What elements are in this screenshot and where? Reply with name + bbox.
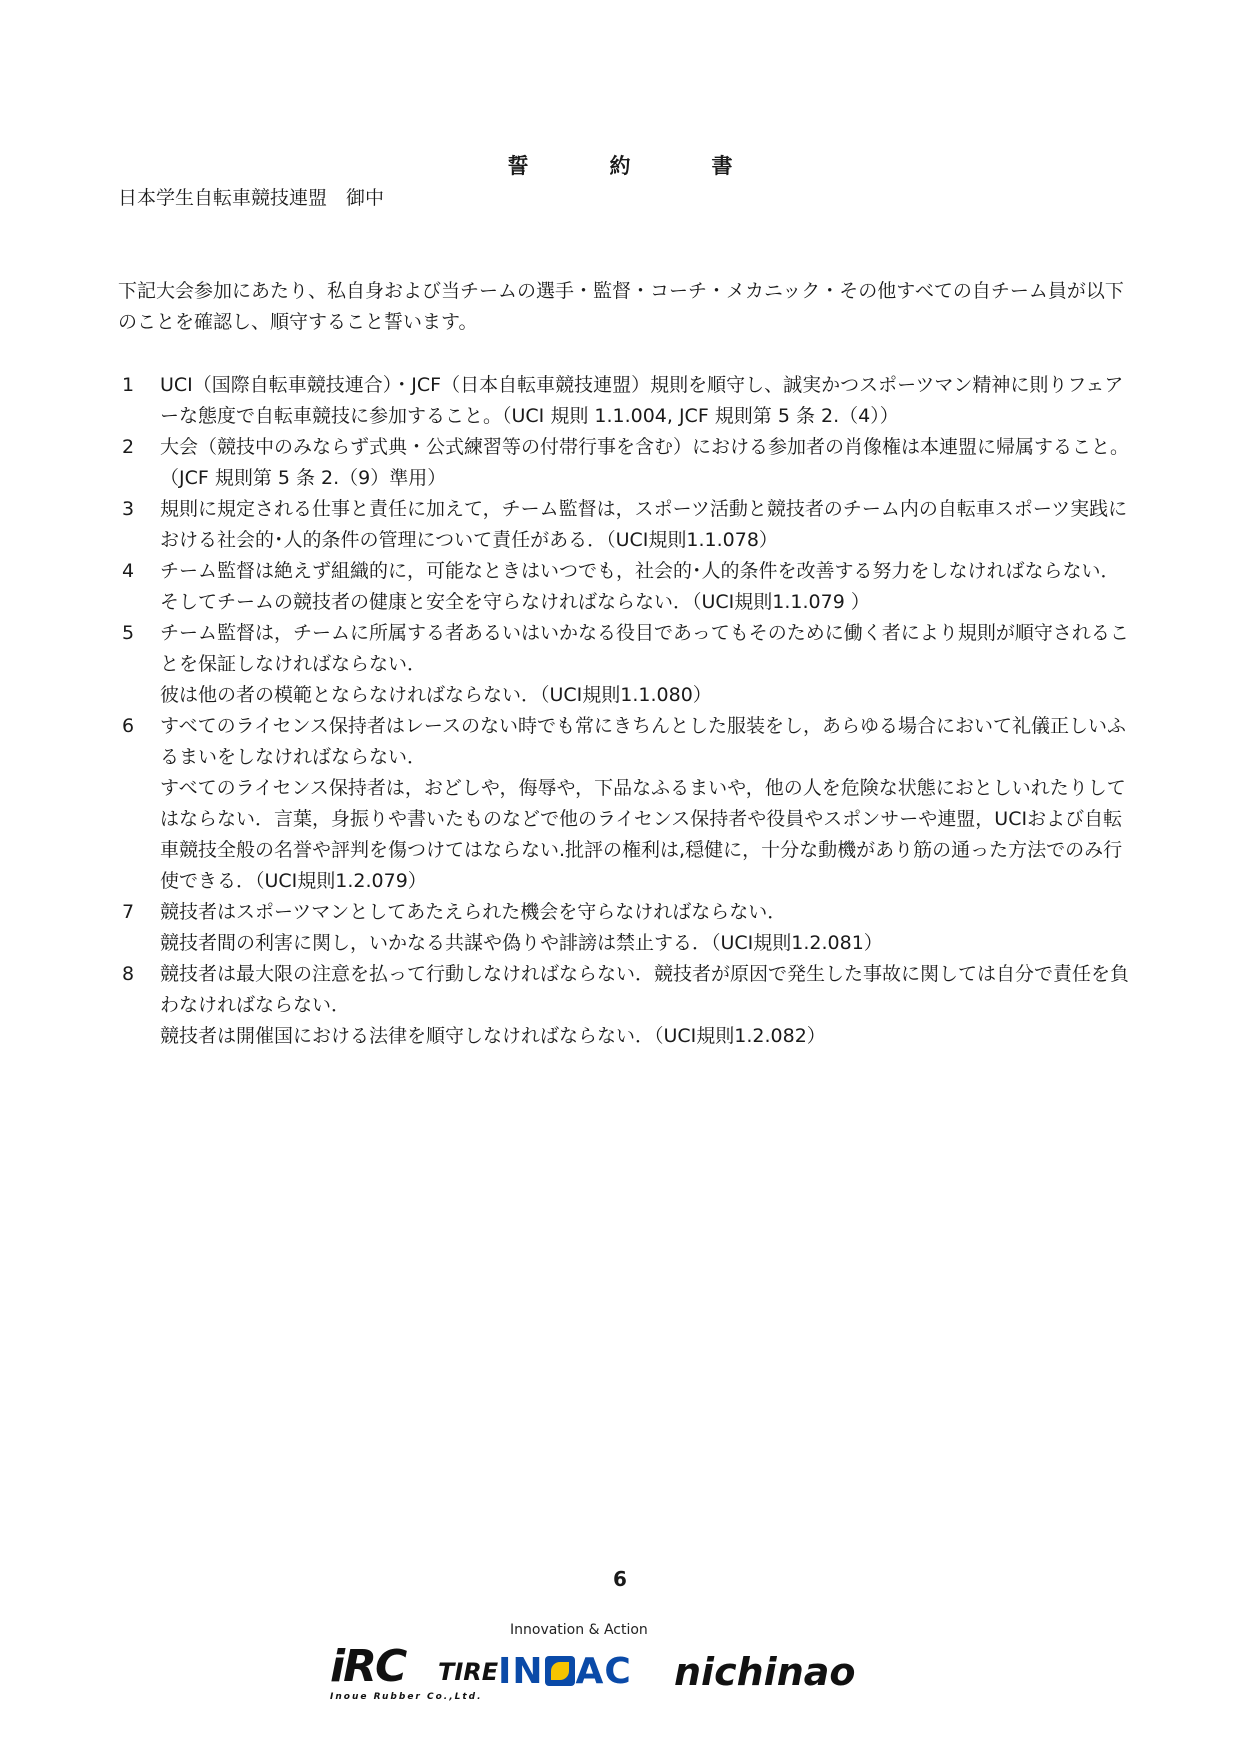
pledge-item-2: [118, 432, 1128, 494]
irc-tire-logo: [330, 1641, 499, 1706]
item-number: 7: [122, 901, 135, 923]
intro-line: のことを確認し、順守すること誓います。: [118, 311, 478, 333]
pledge-item-1: [118, 370, 1128, 432]
item-text-line: 規則に規定される仕事と責任に加えて，チーム監督は，スポーツ活動と競技者のチーム内の自転車スポーツ実践に: [160, 498, 1128, 520]
inoac-o-mark-icon: [545, 1656, 575, 1686]
item-text-line: るまいをしなければならない．: [160, 746, 427, 768]
item-text-line: とを保証しなければならない．: [160, 653, 427, 675]
item-text-line: 競技者間の利害に関し，いかなる共謀や偽りや誹謗は禁止する．（UCI規則1.2.081）: [160, 932, 883, 954]
item-text-line: おける社会的･人的条件の管理について責任がある．（UCI規則1.1.078）: [160, 529, 778, 551]
pledge-item-8: [118, 959, 1128, 1052]
item-text-line: チーム監督は絶えず組織的に，可能なときはいつでも，社会的･人的条件を改善する努力をしなければならない．: [160, 560, 1120, 582]
item-text-line: UCI（国際自転車競技連合）・JCF（日本自転車競技連盟）規則を順守し、誠実かつスポーツマン精神に則りフェア: [160, 374, 1124, 396]
nichinao-logo-left: nichi: [674, 1650, 777, 1694]
pledge-list: [118, 370, 1128, 1052]
nichinao-logo: [674, 1652, 856, 1692]
item-text-line: 車競技全般の名誉や評判を傷つけてはならない.批評の権利は,穏健に，十分な動機があり筋の通った方法でのみ行: [160, 839, 1123, 861]
irc-logo-mark: iRC: [330, 1641, 406, 1692]
item-text-line: すべてのライセンス保持者は，おどしや，侮辱や，下品なふるまいや，他の人を危険な状態におとしいれたりして: [160, 777, 1126, 799]
inoac-logo-right: AC: [575, 1651, 632, 1692]
pledge-item-5: [118, 618, 1128, 711]
item-text-line: 使できる．（UCI規則1.2.079）: [160, 870, 427, 892]
item-text-line: チーム監督は，チームに所属する者あるいはいかなる役目であってもそのために働く者により規則が順守されるこ: [160, 622, 1129, 644]
item-text-line: 大会（競技中のみならず式典・公式練習等の付帯行事を含む）における参加者の肖像権は本連盟に帰属すること。: [160, 436, 1130, 458]
item-number: 2: [122, 436, 135, 458]
item-text-line: （JCF 規則第 5 条 2.（9）準用）: [160, 467, 447, 489]
sponsor-logos: [330, 1622, 920, 1712]
page-number: 6: [613, 1567, 627, 1591]
inoac-logo-left: IN: [498, 1651, 544, 1692]
item-text-line: 彼は他の者の模範とならなければならない．（UCI規則1.1.080）: [160, 684, 712, 706]
document-title: 誓 約 書: [507, 154, 763, 178]
pledge-item-4: [118, 556, 1128, 618]
item-text-line: 競技者は最大限の注意を払って行動しなければならない．競技者が原因で発生した事故に関しては自分で責任を負: [160, 963, 1130, 985]
item-text-line: わなければならない．: [160, 994, 351, 1016]
item-number: 3: [122, 498, 135, 520]
item-number: 1: [122, 374, 135, 396]
item-text-line: 競技者は開催国における法律を順守しなければならない．（UCI規則1.2.082）: [160, 1025, 826, 1047]
item-number: 6: [122, 715, 135, 737]
nichinao-logo-right: nao: [776, 1650, 856, 1694]
addressee: 日本学生自転車競技連盟 御中: [118, 187, 385, 209]
intro-line: 下記大会参加にあたり、私自身および当チームの選手・監督・コーチ・メカニック・その他すべての自チーム員が以下: [118, 280, 1124, 302]
item-text-line: そしてチームの競技者の健康と安全を守らなければならない．（UCI規則1.1.079 ）: [160, 591, 870, 613]
pledge-item-3: [118, 494, 1128, 556]
item-number: 5: [122, 622, 135, 644]
pledge-item-7: [118, 897, 1128, 959]
irc-logo-tire: TIRE: [438, 1658, 499, 1686]
sponsor-tagline: Innovation & Action: [510, 1622, 648, 1638]
item-text-line: 競技者はスポーツマンとしてあたえられた機会を守らなければならない．: [160, 901, 787, 923]
item-text-line: ーな態度で自転車競技に参加すること。（UCI 規則 1.1.004, JCF 規則第 5 条 2.（4））: [160, 405, 899, 427]
intro-paragraph: [118, 276, 1128, 338]
item-text-line: はならない．言葉，身振りや書いたものなどで他のライセンス保持者や役員やスポンサーや連盟，UCIおよび自転: [160, 808, 1123, 830]
inoac-logo: [498, 1652, 632, 1692]
irc-logo-subtitle: Inoue Rubber Co.,Ltd.: [330, 1692, 483, 1702]
item-number: 4: [122, 560, 135, 582]
pledge-item-6: [118, 711, 1128, 897]
item-text-line: すべてのライセンス保持者はレースのない時でも常にきちんとした服装をし，あらゆる場合において礼儀正しいふ: [160, 715, 1126, 737]
item-number: 8: [122, 963, 135, 985]
